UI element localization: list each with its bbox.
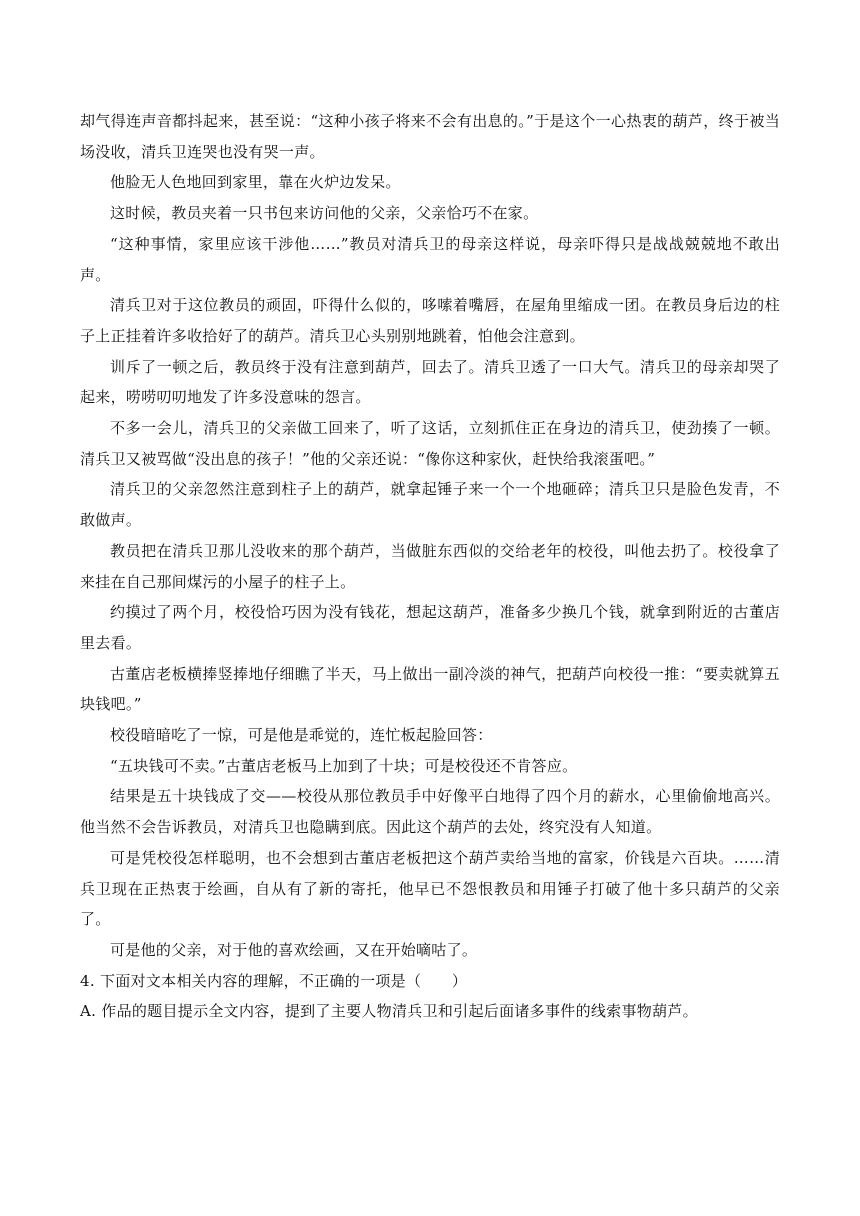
question-4: 4. 下面对文本相关内容的理解，不正确的一项是（ ） [80,971,468,990]
paragraph-5: 清兵卫对于这位教员的顽固，吓得什么似的，哆嗦着嘴唇，在屋角里缩成一团。在教员身后边的柱子上正挂着许多收拾好了的葫芦。清兵卫心头别别地跳着，怕他会注意到。 [80,296,780,345]
paragraph-11: 古董店老板横捧竖捧地仔细瞧了半天，马上做出一副冷淡的神气，把葫芦向校役一推：“要卖就算五块钱吧。” [80,664,780,714]
document-body [80,106,780,1027]
paragraph-13: “五块钱可不卖。”古董店老板马上加到了十块；可是校役还不肯答应。 [110,756,578,775]
paragraph-2: 他脸无人色地回到家里，靠在火炉边发呆。 [110,173,401,192]
option-a: A. 作品的题目提示全文内容，提到了主要人物清兵卫和引起后面诸多事件的线索事物葫芦。 [80,1002,698,1021]
paragraph-4: “这种事情，家里应该干涉他……”教员对清兵卫的母亲这样说，母亲吓得只是战战兢兢地不敢出声。 [80,234,780,284]
paragraph-16: 可是他的父亲，对于他的喜欢绘画，又在开始嘀咕了。 [110,940,478,959]
paragraph-15: 可是凭校役怎样聪明，也不会想到古董店老板把这个葫芦卖给当地的富家，价钱是六百块。……清兵卫现在正热衷于绘画，自从有了新的寄托，他早已不怨恨教员和用锤子打破了他十多只葫芦的父亲了。 [80,848,780,929]
paragraph-14: 结果是五十块钱成了交——校役从那位教员手中好像平白地得了四个月的薪水，心里偷偷地高兴。他当然不会告诉教员，对清兵卫也隐瞒到底。因此这个葫芦的去处，终究没有人知道。 [80,787,780,837]
paragraph-10: 约摸过了两个月，校役恰巧因为没有钱花，想起这葫芦，准备多少换几个钱，就拿到附近的古董店里去看。 [80,603,780,652]
paragraph-9: 教员把在清兵卫那儿没收来的那个葫芦，当做脏东西似的交给老年的校役，叫他去扔了。校役拿了来挂在自己那间煤污的小屋子的柱子上。 [80,541,780,591]
paragraph-6: 训斥了一顿之后，教员终于没有注意到葫芦，回去了。清兵卫透了一口大气。清兵卫的母亲却哭了起来，唠唠叨叨地发了许多没意味的怨言。 [80,357,780,407]
paragraph-1: 却气得连声音都抖起来，甚至说：“这种小孩子将来不会有出息的。”于是这个一心热衷的葫芦，终于被当场没收，清兵卫连哭也没有哭一声。 [80,112,780,161]
paragraph-7: 不多一会儿，清兵卫的父亲做工回来了，听了这话，立刻抓住正在身边的清兵卫，使劲揍了一顿。清兵卫又被骂做“没出息的孩子！”他的父亲还说：“像你这种家伙，赶快给我滚蛋吧。” [80,419,780,468]
paragraph-12: 校役暗暗吃了一惊，可是他是乖觉的，连忙板起脸回答： [110,726,493,745]
paragraph-3: 这时候，教员夹着一只书包来访问他的父亲，父亲恰巧不在家。 [110,204,539,223]
paragraph-8: 清兵卫的父亲忽然注意到柱子上的葫芦，就拿起锤子来一个一个地砸碎；清兵卫只是脸色发青，不敢做声。 [80,480,780,530]
